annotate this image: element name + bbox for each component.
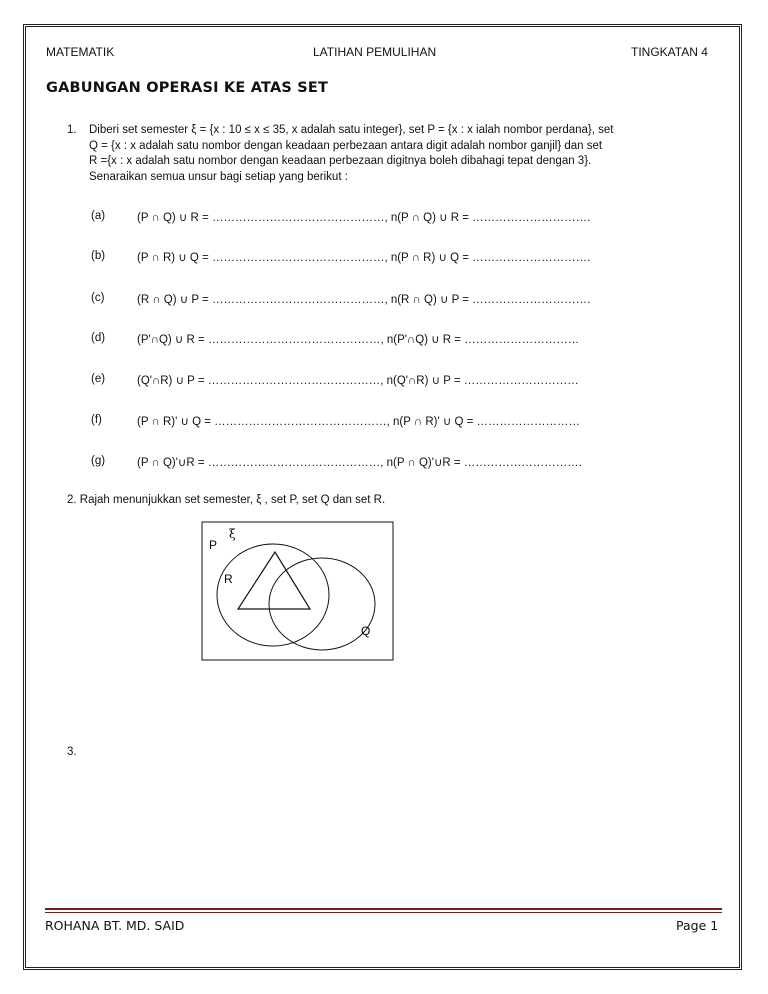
part-expression: (P ∩ Q)'∪R = ………………………………………, n(P ∩ Q)'∪R = …………………………. [137,457,582,469]
header-subject: MATEMATIK [46,45,115,59]
label-xi: ξ [229,527,236,541]
footer-rule-thick [45,908,722,910]
question-3-number: 3. [67,746,77,758]
question-1-text [89,123,729,185]
header-level: TINGKATAN 4 [631,45,708,59]
footer-page-number: Page 1 [676,918,719,933]
part-label: (a) [91,210,106,222]
part-expression: (P'∩Q) ∪ R = ………………………………………, n(P'∩Q) ∪ R = ………………………… [137,334,580,346]
part-label: (f) [91,414,102,426]
universal-set-rectangle [202,522,393,660]
part-expression: (R ∩ Q) ∪ P = ………………………………………, n(R ∩ Q) ∪ P = …………………………. [137,294,591,306]
question-1-line3: R ={x : x adalah satu nombor dengan keadaan perbezaan digitnya boleh dibahagi tepat dengan 3}. [89,155,592,167]
part-expression: (P ∩ R) ∪ Q = ………………………………………, n(P ∩ R) ∪ Q = …………………………. [137,252,591,264]
question-1-line2: Q = {x : x adalah satu nombor dengan keadaan perbezaan antara digit adalah nombor ganjil} dan set [89,139,603,152]
page-title: GABUNGAN OPERASI KE ATAS SET [46,80,329,96]
set-q-circle [269,558,375,650]
set-r-triangle [238,552,310,609]
question-2-text: 2. Rajah menunjukkan set semester, ξ , set P, set Q dan set R. [67,494,386,506]
part-expression: (P ∩ Q) ∪ R = ………………………………………, n(P ∩ Q) ∪ R = …………………………. [137,212,591,224]
part-label: (c) [91,292,105,304]
footer-author: ROHANA BT. MD. SAID [45,918,185,933]
question-1-number: 1. [67,124,77,136]
question-1-line4: Senaraikan semua unsur bagi setiap yang berikut : [89,170,348,183]
header-title: LATIHAN PEMULIHAN [313,45,437,59]
part-expression: (P ∩ R)' ∪ Q = ………………………………………, n(P ∩ R)' ∪ Q = ……………………… [137,416,581,428]
footer-rule-thin [45,912,722,913]
label-q: Q [361,624,371,638]
part-label: (e) [91,373,106,385]
label-p: P [209,538,218,552]
question-1-line1: Diberi set semester ξ = {x : 10 ≤ x ≤ 35, x adalah satu integer}, set P = {x : x ialah nombor perdana}, set [89,124,614,136]
part-label: (b) [91,250,106,262]
part-label: (d) [91,332,106,344]
set-p-circle [217,544,329,646]
label-r: R [224,572,233,586]
part-expression: (Q'∩R) ∪ P = ………………………………………, n(Q'∩R) ∪ P = ………………………… [137,375,579,387]
venn-diagram [201,521,395,663]
part-label: (g) [91,455,106,467]
